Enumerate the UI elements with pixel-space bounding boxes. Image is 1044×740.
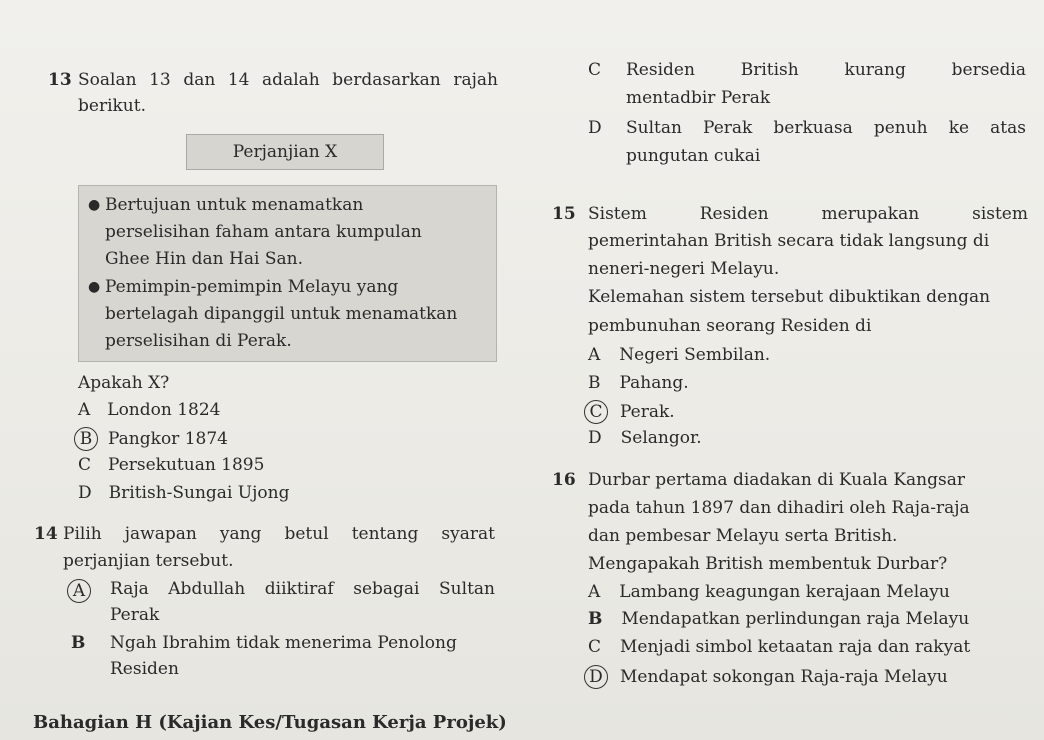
q14-option-b-line1: Ngah Ibrahim tidak menerima Penolong [110, 633, 457, 653]
q15-option-a[interactable]: A Negeri Sembilan. [588, 345, 771, 365]
q14-option-c-line1: Residen British kurang bersedia [626, 60, 1026, 80]
q13-stem-line2: berikut. [78, 96, 146, 116]
q14-option-d-line2: pungutan cukai [626, 146, 761, 166]
q15-line5: pembunuhan seorang Residen di [588, 316, 872, 336]
q14-option-a-line2: Perak [110, 605, 160, 625]
q14-stem-line2: perjanjian tersebut. [63, 551, 234, 571]
q14-option-a-line1: Raja Abdullah diiktiraf sebagai Sultan [110, 579, 495, 599]
selected-answer-circle: C [584, 400, 608, 424]
treaty-box-title: Perjanjian X [186, 134, 384, 170]
q16-line1: Durbar pertama diadakan di Kuala Kangsar [588, 470, 965, 490]
q16-option-b[interactable]: B Mendapatkan perlindungan raja Melayu [588, 609, 970, 629]
q15-line3: neneri-negeri Melayu. [588, 259, 780, 279]
bullet1-line1: Bertujuan untuk menamatkan [105, 195, 364, 215]
selected-answer-circle: D [584, 665, 608, 689]
q14-option-d-letter[interactable]: D [588, 118, 602, 138]
q14-number: 14 [34, 524, 58, 544]
q14-stem-line1: Pilih jawapan yang betul tentang syarat [63, 524, 495, 544]
q15-line1: Sistem Residen merupakan sistem [588, 204, 1028, 224]
q13-number: 13 [48, 70, 72, 90]
bullet-dot-1: ● [88, 197, 101, 213]
selected-answer-circle: B [74, 427, 98, 451]
section-heading: Bahagian H (Kajian Kes/Tugasan Kerja Projek) [33, 712, 507, 733]
bullet1-line2: perselisihan faham antara kumpulan [105, 222, 422, 242]
q15-number: 15 [552, 204, 576, 224]
bullet2-line2: bertelagah dipanggil untuk menamatkan [105, 304, 458, 324]
selected-answer-circle: A [67, 579, 91, 603]
bullet1-line3: Ghee Hin dan Hai San. [105, 249, 303, 269]
q13-option-c[interactable]: C Persekutuan 1895 [78, 455, 265, 475]
q13-question: Apakah X? [78, 373, 170, 393]
q14-option-b-line2: Residen [110, 659, 179, 679]
q15-line4: Kelemahan sistem tersebut dibuktikan dengan [588, 287, 991, 307]
q16-question: Mengapakah British membentuk Durbar? [588, 554, 948, 574]
q16-number: 16 [552, 470, 576, 490]
q13-stem-line1: Soalan 13 dan 14 adalah berdasarkan rajah [78, 70, 498, 90]
q16-option-d[interactable]: D Mendapat sokongan Raja-raja Melayu [588, 665, 948, 689]
bullet2-line1: Pemimpin-pemimpin Melayu yang [105, 277, 399, 297]
bullet-dot-2: ● [88, 279, 101, 295]
q14-option-c-line2: mentadbir Perak [626, 88, 771, 108]
q14-option-d-line1: Sultan Perak berkuasa penuh ke atas [626, 118, 1026, 138]
bullet2-line3: perselisihan di Perak. [105, 331, 292, 351]
q15-line2: pemerintahan British secara tidak langsung di [588, 231, 990, 251]
q15-option-b[interactable]: B Pahang. [588, 373, 689, 393]
q14-option-b-letter[interactable]: B [71, 633, 86, 653]
q13-option-d[interactable]: D British-Sungai Ujong [78, 483, 290, 503]
q13-option-b[interactable]: B Pangkor 1874 [78, 427, 228, 451]
q15-option-c[interactable]: C Perak. [588, 400, 675, 424]
q16-option-c[interactable]: C Menjadi simbol ketaatan raja dan rakyat [588, 637, 971, 657]
q16-option-a[interactable]: A Lambang keagungan kerajaan Melayu [588, 582, 950, 602]
q15-option-d[interactable]: D Selangor. [588, 428, 702, 448]
q13-option-a[interactable]: A London 1824 [78, 400, 221, 420]
q16-line3: dan pembesar Melayu serta British. [588, 526, 898, 546]
q14-option-c-letter[interactable]: C [588, 60, 602, 80]
q16-line2: pada tahun 1897 dan dihadiri oleh Raja-raja [588, 498, 970, 518]
q14-option-a-letter[interactable] [71, 579, 87, 603]
treaty-details-box [78, 185, 497, 362]
